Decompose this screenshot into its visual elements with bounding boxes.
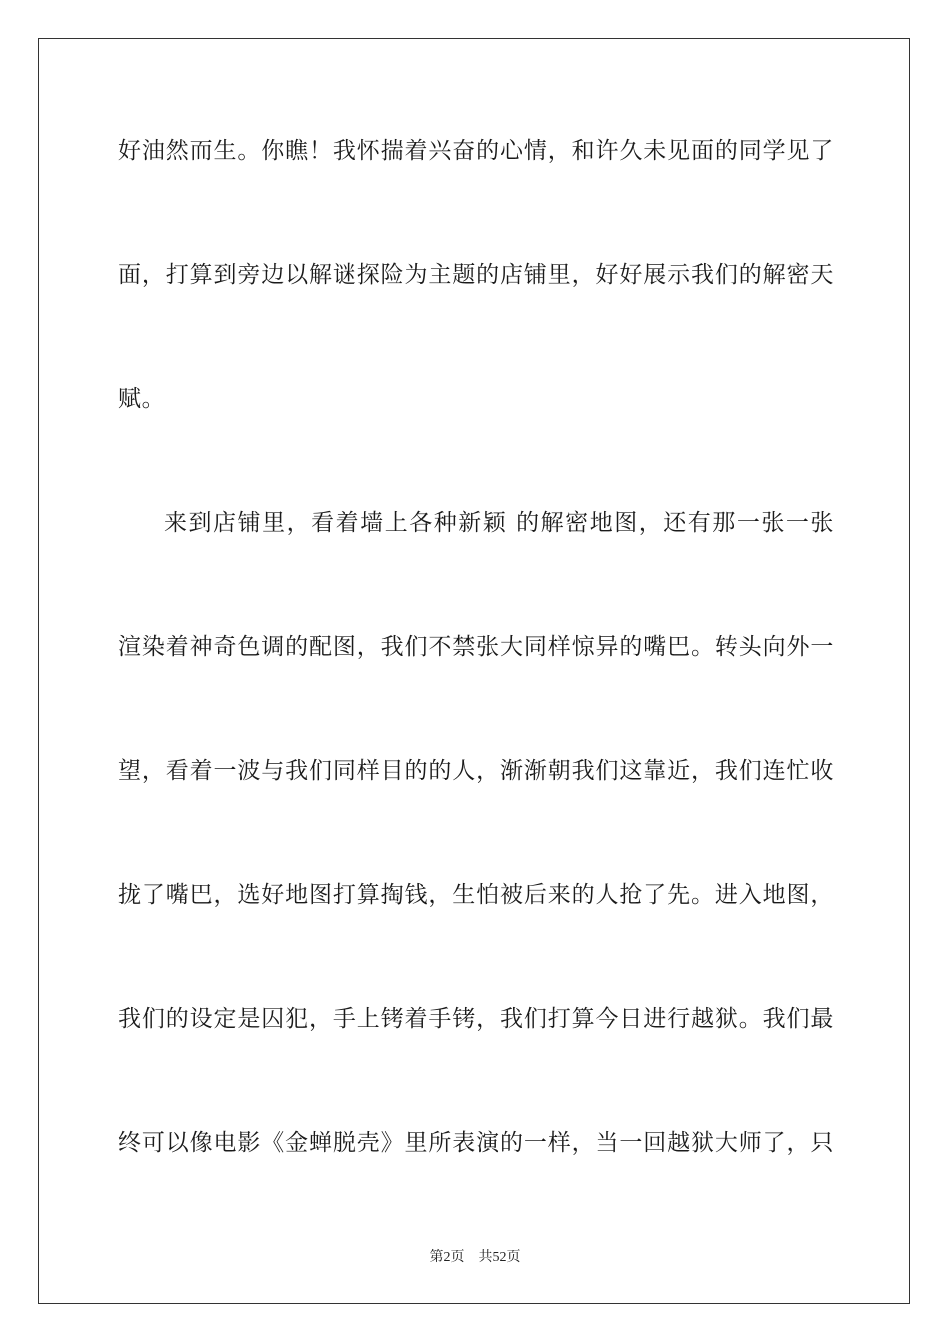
text-line-4: 来到店铺里，看着墙上各种新颖 的解密地图，还有那一张一张: [164, 510, 834, 536]
text-line-1: 好油然而生。你瞧！我怀揣着兴奋的心情，和许久未见面的同学见了: [118, 138, 834, 164]
total-suffix: 页: [506, 1249, 521, 1265]
page-suffix: 页: [450, 1249, 465, 1265]
page-border: [38, 38, 910, 1304]
text-line-9: 终可以像电影《金蝉脱壳》里所表演的一样，当一回越狱大师了，只: [118, 1130, 834, 1156]
text-line-8: 我们的设定是囚犯，手上铐着手铐，我们打算今日进行越狱。我们最: [118, 1006, 834, 1032]
total-prefix: 共: [478, 1249, 493, 1265]
text-line-6: 望，看着一波与我们同样目的的人，渐渐朝我们这靠近，我们连忙收: [118, 758, 834, 784]
page-prefix: 第: [429, 1249, 444, 1265]
text-line-5: 渲染着神奇色调的配图，我们不禁张大同样惊异的嘴巴。转头向外一: [118, 634, 834, 660]
text-line-3: 赋。: [118, 386, 166, 412]
page-number: 2: [443, 1250, 451, 1265]
page-footer: [0, 1246, 950, 1266]
total-pages: 52: [492, 1250, 507, 1265]
text-line-2: 面，打算到旁边以解谜探险为主题的店铺里，好好展示我们的解密天: [118, 262, 834, 288]
text-line-7: 拢了嘴巴，选好地图打算掏钱，生怕被后来的人抢了先。进入地图，: [118, 882, 834, 908]
